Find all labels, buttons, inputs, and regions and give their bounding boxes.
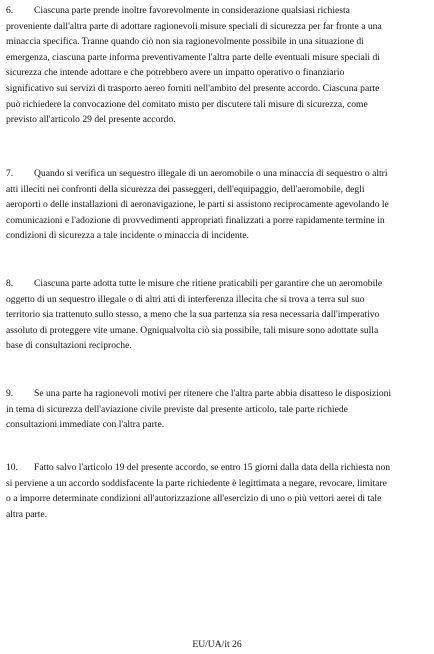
paragraph-10: [6, 460, 432, 522]
paragraph-9: [6, 386, 432, 433]
paragraph-text-line: significativo sui servizi di trasporto aereo forniti nell'ambito del presente accordo. Ciascuna parte: [6, 82, 380, 94]
paragraph-text-line: si perviene a un accordo soddisfacente la parte richiedente è legittimata a negare, revocare, limitare: [6, 477, 387, 489]
paragraph-first-line: [6, 3, 432, 19]
paragraph-text-line: altra parte.: [6, 508, 48, 520]
paragraph-text-line: base di consultazioni reciproche.: [6, 340, 132, 352]
paragraph-first-line: [6, 460, 432, 476]
paragraph-text-line: Quando si verifica un sequestro illegale di un aeromobile o una minaccia di sequestro o altri: [34, 168, 388, 179]
paragraph-text-line: consultazioni immediate con l'altra parte.: [6, 419, 165, 431]
paragraph-text-line: proveniente dall'altra parte di adottare ragionevoli misure speciali di sicurezza per far fronte a una: [6, 20, 382, 32]
paragraph-text-line: Se una parte ha ragionevoli motivi per ritenere che l'altra parte abbia disatteso le disposizioni: [34, 388, 392, 399]
paragraph-first-line: [6, 386, 432, 402]
paragraph-text-line: Ciascuna parte adotta tutte le misure che ritiene praticabili per garantire che un aeromobile: [34, 278, 383, 289]
paragraph-text-line: territorio sia trattenuto sullo stesso, a meno che la sua partenza sia resa necessaria dall'imperativo: [6, 309, 380, 321]
paragraph-text-line: minaccia specifica. Tranne quando ciò non sia ragionevolmente possibile in una situazione di: [6, 36, 364, 48]
paragraph-text-line: o a imporre determinate condizioni all'autorizzazione all'esercizio di uno o più vettori aerei di tale: [6, 493, 382, 505]
paragraph-number: 10.: [6, 462, 18, 473]
paragraph-text-line: può richiedere la convocazione del comitato misto per discutere tali misure di sicurezza, come: [6, 98, 368, 110]
paragraph-number: 9.: [6, 388, 14, 399]
paragraph-text-line: Fatto salvo l'articolo 19 del presente accordo, se entro 15 giorni dalla data della richiesta non: [34, 462, 391, 473]
page-footer: EU/UA/it 26: [192, 639, 242, 650]
paragraph-number: 7.: [6, 168, 14, 179]
paragraph-text-line: comunicazioni e l'adozione di provvedimenti appropriati finalizzati a porre rapidamente termine in: [6, 214, 385, 226]
paragraph-text-line: assoluto di proteggere vite umane. Ogniqualvolta ciò sia possibile, tali misure sono adottate sulla: [6, 324, 379, 336]
paragraph-text-line: oggetto di un sequestro illegale o di altri atti di interferenza illecita che si trova a terra sul suo: [6, 293, 365, 305]
paragraph-6: [6, 3, 432, 128]
paragraph-text-line: atti illeciti nei confronti della sicurezza dei passeggeri, dell'equipaggio, dell'aeromobile, degli: [6, 183, 365, 195]
paragraph-text-line: Ciascuna parte prende inoltre favorevolmente in considerazione qualsiasi richiesta: [34, 5, 350, 16]
paragraph-text-line: emergenza, ciascuna parte informa preventivamente l'altra parte delle eventuali misure speciali di: [6, 51, 380, 63]
paragraph-number: 8.: [6, 278, 14, 289]
paragraph-8: [6, 276, 432, 354]
paragraph-7: [6, 166, 432, 244]
paragraph-text-line: aeroporti o delle installazioni di aeronavigazione, le parti si assistono reciprocamente agevolando le: [6, 199, 389, 211]
paragraph-text-line: previsto all'articolo 29 del presente accordo.: [6, 114, 176, 126]
paragraph-first-line: [6, 276, 432, 292]
paragraph-first-line: [6, 166, 432, 182]
paragraph-text-line: sicurezza che intende adottare e che potrebbero avere un impatto operativo o finanziario: [6, 67, 345, 79]
paragraph-text-line: in tema di sicurezza dell'aviazione civile previste dal presente articolo, tale parte richiede: [6, 403, 348, 415]
paragraph-number: 6.: [6, 5, 14, 16]
paragraph-text-line: condizioni di sicurezza a tale incidente o minaccia di incidente.: [6, 230, 249, 242]
